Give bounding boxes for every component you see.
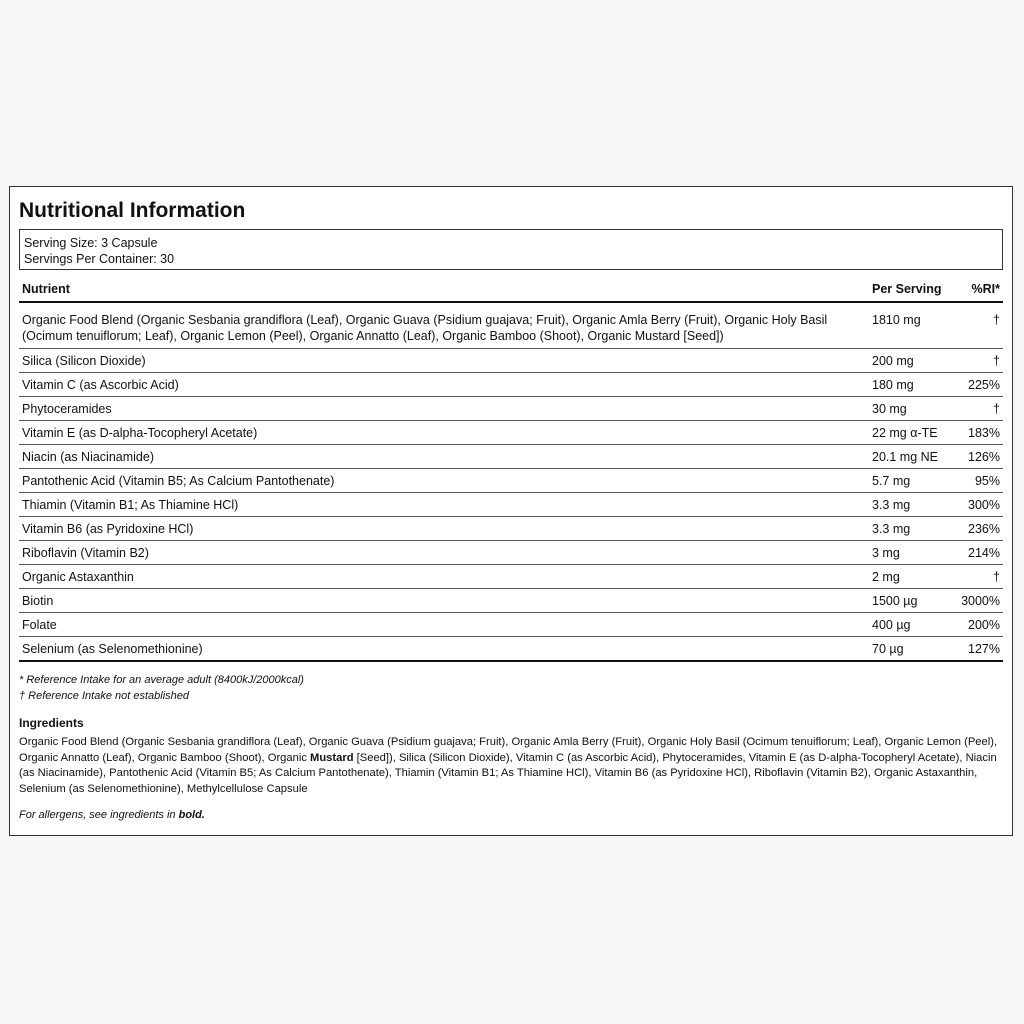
ri-cell: 225% <box>955 373 1003 397</box>
ri-cell: 300% <box>955 493 1003 517</box>
ri-cell: † <box>955 302 1003 349</box>
table-row <box>19 397 1003 421</box>
ingredients-allergen-bold: Mustard <box>310 751 354 764</box>
ri-cell: 95% <box>955 469 1003 493</box>
nutrient-table-body <box>19 302 1003 661</box>
nutrient-cell: Phytoceramides <box>19 397 869 421</box>
nutrient-cell: Thiamin (Vitamin B1; As Thiamine HCl) <box>19 493 869 517</box>
servings-per-container: Servings Per Container: 30 <box>24 252 175 266</box>
ri-cell: 183% <box>955 421 1003 445</box>
per-serving-cell: 1500 µg <box>869 589 955 613</box>
per-serving-cell: 200 mg <box>869 349 955 373</box>
footnotes <box>19 672 1003 704</box>
serving-info-box <box>19 229 1003 270</box>
table-row <box>19 493 1003 517</box>
allergen-note-bold: bold. <box>178 809 205 821</box>
nutrient-cell: Folate <box>19 613 869 637</box>
nutrient-cell: Pantothenic Acid (Vitamin B5; As Calcium Pantothenate) <box>19 469 869 493</box>
nutrient-table <box>19 278 1003 662</box>
ingredients-text <box>19 735 1003 797</box>
serving-size: Serving Size: 3 Capsule <box>24 236 158 250</box>
per-serving-cell: 22 mg α-TE <box>869 421 955 445</box>
per-serving-cell: 70 µg <box>869 637 955 662</box>
ri-cell: 126% <box>955 445 1003 469</box>
allergen-note-text: For allergens, see ingredients in <box>19 809 179 821</box>
per-serving-cell: 5.7 mg <box>869 469 955 493</box>
table-row <box>19 349 1003 373</box>
footnote-reference-intake: * Reference Intake for an average adult (8400kJ/2000kcal) <box>19 674 304 686</box>
ri-cell: 214% <box>955 541 1003 565</box>
table-row <box>19 541 1003 565</box>
nutrient-cell: Niacin (as Niacinamide) <box>19 445 869 469</box>
table-row <box>19 565 1003 589</box>
table-row <box>19 302 1003 349</box>
per-serving-cell: 180 mg <box>869 373 955 397</box>
nutrient-cell: Silica (Silicon Dioxide) <box>19 349 869 373</box>
table-row <box>19 373 1003 397</box>
allergen-note <box>19 807 1003 823</box>
ri-cell: 3000% <box>955 589 1003 613</box>
per-serving-cell: 3.3 mg <box>869 517 955 541</box>
table-row <box>19 589 1003 613</box>
per-serving-cell: 2 mg <box>869 565 955 589</box>
nutrient-cell: Biotin <box>19 589 869 613</box>
ri-cell: 127% <box>955 637 1003 662</box>
nutrient-cell: Selenium (as Selenomethionine) <box>19 637 869 662</box>
header-nutrient: Nutrient <box>19 278 869 302</box>
per-serving-cell: 3.3 mg <box>869 493 955 517</box>
ingredients-title: Ingredients <box>19 716 84 730</box>
nutrition-panel <box>9 186 1013 836</box>
footnote-not-established: † Reference Intake not established <box>19 690 190 702</box>
per-serving-cell: 3 mg <box>869 541 955 565</box>
table-header-row <box>19 278 1003 302</box>
per-serving-cell: 1810 mg <box>869 302 955 349</box>
ingredients-text-end: [Seed]), Silica (Silicon Dioxide), Vitamin C (as Ascorbic Acid), Phytoceramides, Vitamin E (as D-alpha-Tocopheryl Acetate), Niacin (as Niacinamide), Pantothenic Acid (Vitamin B5; As Calcium Pantothenate), Thiamin (Vitamin B1; As Thiamine HCl), Vitamin B6 (as Pyridoxine HCl), Riboflavin (Vitamin B2), Organic Astaxanthin, Selenium (as Selenomethionine), Methylcellulose Capsule <box>19 751 997 795</box>
nutrient-cell: Riboflavin (Vitamin B2) <box>19 541 869 565</box>
nutrient-cell: Vitamin B6 (as Pyridoxine HCl) <box>19 517 869 541</box>
per-serving-cell: 20.1 mg NE <box>869 445 955 469</box>
table-row <box>19 613 1003 637</box>
nutrient-cell: Organic Astaxanthin <box>19 565 869 589</box>
table-row <box>19 469 1003 493</box>
ri-cell: † <box>955 565 1003 589</box>
page-title: Nutritional Information <box>19 199 246 222</box>
ri-cell: † <box>955 349 1003 373</box>
ri-cell: † <box>955 397 1003 421</box>
header-per-serving: Per Serving <box>869 278 955 302</box>
ri-cell: 236% <box>955 517 1003 541</box>
header-ri: %RI* <box>955 278 1003 302</box>
ri-cell: 200% <box>955 613 1003 637</box>
table-row <box>19 421 1003 445</box>
ingredients-text-start: Organic Food Blend (Organic Sesbania grandiflora (Leaf), Organic Guava (Psidium guajava; Fruit), Organic Amla Berry (Fruit), Organic Holy Basil (Ocimum tenuiflorum; Leaf), Organic Lemon (Peel), Organic Annatto (Leaf), Organic Bamboo (Shoot), Organic <box>19 736 998 764</box>
per-serving-cell: 30 mg <box>869 397 955 421</box>
nutrient-cell: Organic Food Blend (Organic Sesbania grandiflora (Leaf), Organic Guava (Psidium guajava; Fruit), Organic Amla Berry (Fruit), Organic Holy Basil (Ocimum tenuiflorum; Leaf), Organic Lemon (Peel), Organic Annatto (Leaf), Organic Bamboo (Shoot), Organic Mustard [Seed]) <box>19 302 869 349</box>
nutrient-cell: Vitamin E (as D-alpha-Tocopheryl Acetate) <box>19 421 869 445</box>
table-row <box>19 517 1003 541</box>
per-serving-cell: 400 µg <box>869 613 955 637</box>
table-row <box>19 637 1003 662</box>
nutrient-cell: Vitamin C (as Ascorbic Acid) <box>19 373 869 397</box>
table-row <box>19 445 1003 469</box>
